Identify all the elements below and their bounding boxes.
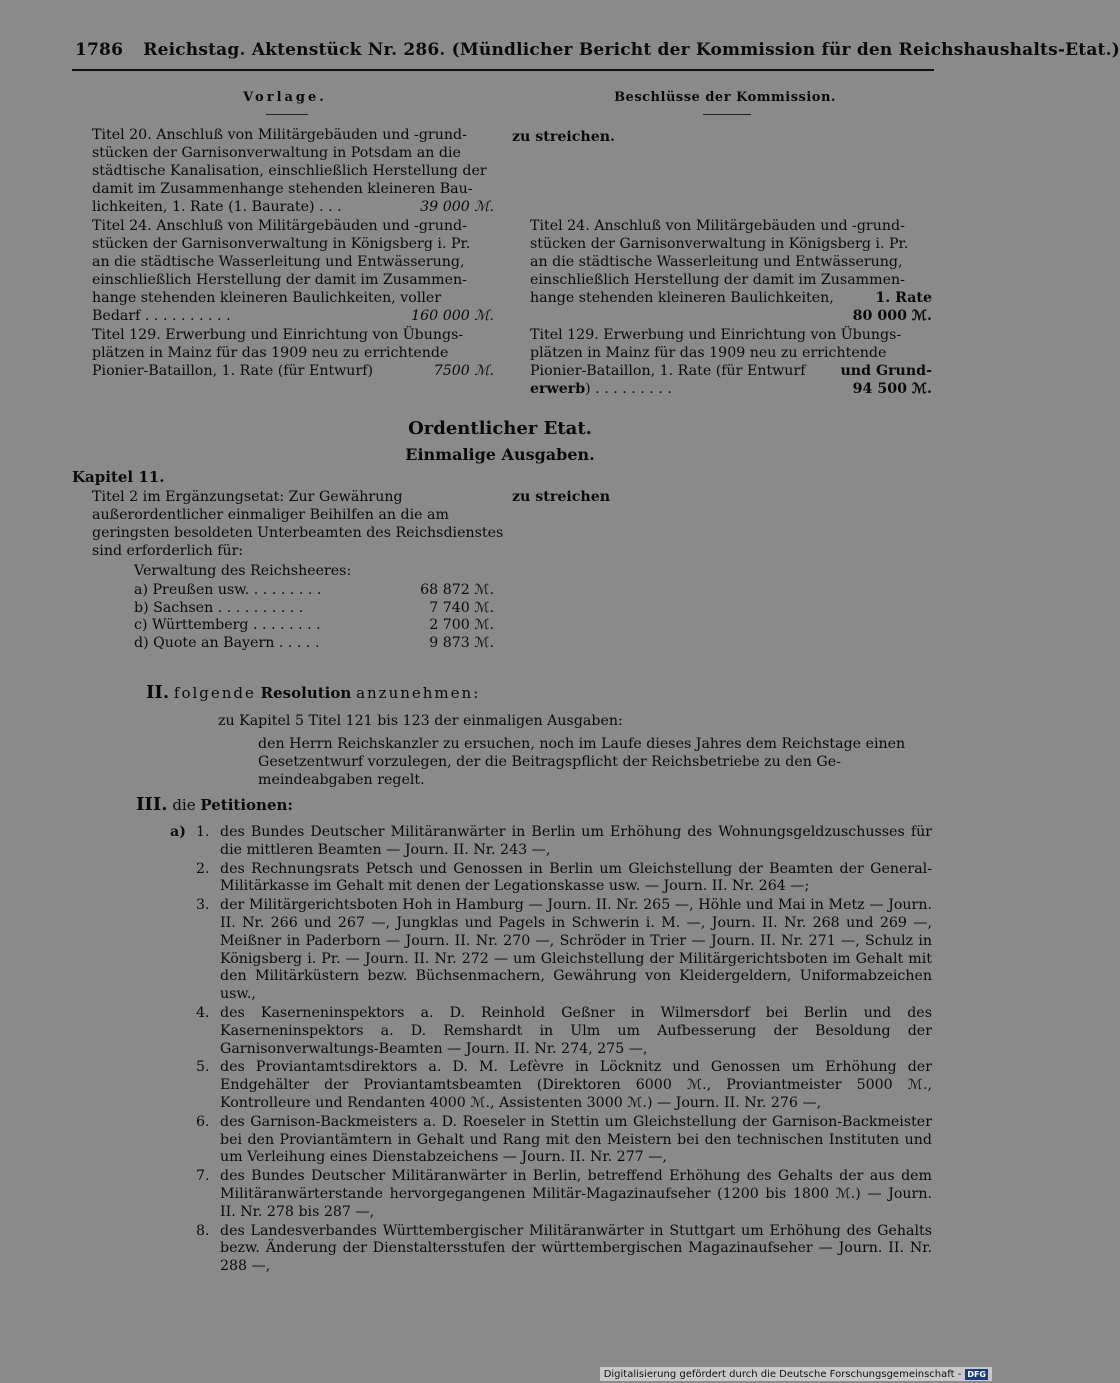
text-line: [530, 380, 932, 398]
list-item: [170, 1168, 932, 1221]
row-value: 68 872 ℳ.: [420, 582, 494, 598]
amount: 80 000 ℳ.: [852, 308, 932, 324]
heading-bold: Resolution: [260, 684, 352, 702]
item-text: des Proviantamtsdirektors a. D. M. Lefèvre in Löcknitz und Genossen um Erhöhung der Endgehälter der Proviantamtsbeamten (Direktoren 6000 ℳ., Proviantmeister 5000 ℳ., Kontrolleure und Rendanten 4000 ℳ., Assistenten 3000 ℳ.) — Journ. II. Nr. 276 —,: [220, 1059, 932, 1111]
text-line: Titel 24. Anschluß von Militärgebäuden und -grund-: [530, 218, 905, 234]
table-row: [134, 635, 494, 653]
page-title: Reichstag. Aktenstück Nr. 286. (Mündlicher Bericht der Kommission für den Reichshaushalts-Etat.): [143, 40, 1120, 60]
amount: 94 500 ℳ.: [852, 381, 932, 397]
text-line: sind erforderlich für:: [92, 543, 244, 559]
line-text: hange stehenden kleineren Baulichkeiten,: [530, 290, 834, 306]
list-item: [170, 1114, 932, 1167]
last-line-text: lichkeiten, 1. Rate (1. Baurate) . . .: [92, 199, 342, 215]
text-line: [92, 362, 494, 380]
kapitel-label: Kapitel 11.: [72, 468, 165, 486]
item-text: des Garnison-Backmeisters a. D. Roeseler in Stettin um Gleichstellung der Garnison-Backmeister bei den Proviantämtern in Gehalt und Rang mit den Meistern bei den technischen Instituten und um Verleihung eines Dienstabzeichens — Journ. II. Nr. 277 —,: [220, 1113, 932, 1166]
text-line: stücken der Garnisonverwaltung in Königsberg i. Pr.: [92, 236, 471, 252]
text-line: damit im Zusammenhange stehenden kleineren Bau-: [92, 181, 473, 197]
table-row: [134, 617, 494, 635]
group-label: a): [170, 824, 186, 840]
text-line: städtische Kanalisation, einschließlich Herstellung der: [92, 163, 487, 179]
text-line: Titel 129. Erwerbung und Einrichtung von Übungs-: [530, 327, 902, 343]
last-line-text: Pionier-Bataillon, 1. Rate (für Entwurf): [92, 363, 374, 379]
text-line: einschließlich Herstellung der damit im Zusammen-: [92, 272, 467, 288]
text-line: [530, 289, 932, 307]
table-row: [134, 600, 494, 618]
text-line: den Herrn Reichskanzler zu ersuchen, noch im Laufe dieses Jahres dem Reichstage einen: [258, 736, 906, 752]
bold-text: erwerb: [530, 381, 586, 397]
right-item-titel-20-decision: zu streichen.: [512, 129, 615, 145]
section-title: Ordentlicher Etat.: [408, 418, 592, 439]
right-item-titel-24: [530, 217, 932, 325]
text-line: hange stehenden kleineren Baulichkeiten, voller: [92, 290, 442, 306]
section-ii-heading: [146, 684, 846, 702]
item-text: des Bundes Deutscher Militäranwärter in Berlin, betreffend Erhöhung des Gehalts der aus dem Militäranwärterstande hervorgegangenen Militär-Magazinaufseher (1200 bis 1800 ℳ.) — Journ. II. Nr. 278 bis 287 —,: [220, 1168, 932, 1220]
heading-bold: Petitionen:: [200, 796, 293, 814]
header-rule: [72, 69, 934, 71]
text-line: Titel 20. Anschluß von Militärgebäuden und -grund-: [92, 127, 467, 143]
text-line: einschließlich Herstellung der damit im Zusammen-: [530, 272, 905, 288]
item-number: 5.: [196, 1059, 210, 1076]
petitions-list: [170, 824, 932, 1277]
right-column-heading: Beschlüsse der Kommission.: [614, 90, 836, 105]
last-line-text: Bedarf . . . . . . . . . .: [92, 308, 231, 324]
text-line: an die städtische Wasserleitung und Entwässerung,: [92, 254, 465, 270]
bold-rate: 1. Rate: [875, 290, 932, 306]
kapitel-subhead: Verwaltung des Reichsheeres:: [134, 563, 352, 579]
page-header: [75, 40, 1120, 60]
page-number: 1786: [75, 40, 124, 60]
list-item: [170, 897, 932, 1004]
list-item: [170, 824, 932, 860]
kapitel-decision: zu streichen: [512, 489, 611, 505]
list-item: [170, 1223, 932, 1276]
credit-text: Digitalisierung gefördert durch die Deutsche Forschungsgemeinschaft -: [603, 1368, 962, 1380]
dfg-logo: DFG: [967, 1369, 986, 1379]
text-line: [92, 198, 494, 216]
heading-post: anzunehmen:: [356, 684, 481, 702]
item-number: 1.: [196, 824, 210, 840]
list-item: [170, 861, 932, 897]
heading-pre: die: [172, 796, 196, 814]
row-label: d) Quote an Bayern . . . . .: [134, 634, 320, 651]
item-number: 2.: [196, 860, 210, 877]
left-item-titel-129: [92, 326, 494, 380]
text-line: meindeabgaben regelt.: [258, 772, 425, 788]
text-line: [530, 362, 932, 380]
left-column-heading: Vorlage.: [243, 90, 327, 105]
row-value: 9 873 ℳ.: [429, 634, 494, 651]
text-line: plätzen in Mainz für das 1909 neu zu errichtende: [530, 345, 887, 361]
text-line: geringsten besoldeten Unterbeamten des Reichsdienstes: [92, 525, 504, 541]
text-line: [92, 307, 494, 325]
roman-numeral: III.: [136, 794, 168, 815]
text-line: Titel 2 im Ergänzungsetat: Zur Gewährung: [92, 489, 403, 505]
item-number: 3.: [196, 897, 210, 914]
text-line: außerordentlicher einmaliger Beihilfen an die am: [92, 507, 449, 523]
text-line: Titel 129. Erwerbung und Einrichtung von Übungs-: [92, 327, 464, 343]
line-text: Pionier-Bataillon, 1. Rate (für Entwurf: [530, 363, 806, 379]
list-item: [170, 1005, 932, 1058]
row-value: 7 740 ℳ.: [429, 599, 494, 616]
roman-numeral: II.: [146, 682, 170, 703]
text-line: stücken der Garnisonverwaltung in Königsberg i. Pr.: [530, 236, 909, 252]
text-line: stücken der Garnisonverwaltung in Potsdam an die: [92, 145, 461, 161]
amount: 160 000 ℳ.: [411, 308, 494, 324]
left-item-titel-24: [92, 217, 494, 325]
digitization-credit: [600, 1367, 992, 1381]
item-text: des Kaserneninspektors a. D. Reinhold Geßner in Wilmersdorf bei Berlin und des Kaserneninspektors a. D. Remshardt in Ulm um Aufbesserung der Besoldung der Garnisonverwaltungs-Beamten — Journ. II. Nr. 274, 275 —,: [220, 1004, 932, 1057]
kapitel-table: [134, 582, 494, 652]
item-text: der Militärgerichtsboten Hoh in Hamburg — Journ. II. Nr. 265 —, Höhle und Mai in Metz — Journ. II. Nr. 266 und 267 —, Jungklas und Pagels in Schwerin i. M. —, Journ. II. Nr. 268 und 269 —, Meißner in Paderborn — Journ. II. Nr. 270 —, Schröder in Trier — Journ. II. Nr. 271 —, Schulz in Königsberg i. Pr. — Journ. II. Nr. 272 — um Gleichstellung der Militärgerichtsboten im Gehalt mit den Militärküstern bezw. Büchsenmachern, Gewährung von Kleidergeldern, Uniformabzeichen usw.,: [220, 897, 932, 1003]
heading-pre: folgende: [173, 684, 256, 702]
section-ii-resolution: [258, 735, 932, 789]
item-number: 4.: [196, 1004, 210, 1021]
row-value: 2 700 ℳ.: [429, 617, 494, 634]
kapitel-description: [92, 488, 504, 560]
text-line: plätzen in Mainz für das 1909 neu zu errichtende: [92, 345, 449, 361]
item-text: des Landesverbandes Württembergischer Militäranwärter in Stuttgart um Erhöhung des Gehalts bezw. Änderung der Dienstaltersstufen der württembergischen Magazinaufseher — Journ. II. Nr. 288 —,: [220, 1222, 932, 1275]
list-item: [170, 1059, 932, 1112]
item-number: 6.: [196, 1113, 210, 1130]
bold-text: und Grund-: [840, 363, 932, 379]
row-label: b) Sachsen . . . . . . . . . .: [134, 599, 304, 616]
section-subtitle: Einmalige Ausgaben.: [405, 445, 595, 464]
text-line: Titel 24. Anschluß von Militärgebäuden und -grund-: [92, 218, 467, 234]
left-item-titel-20: [92, 126, 494, 216]
item-number: 8.: [196, 1222, 210, 1239]
right-heading-rule: [703, 114, 751, 115]
item-text: des Rechnungsrats Petsch und Genossen in Berlin um Gleichstellung der Beamten der General-Militärkasse im Gehalt mit denen der Legationskasse usw. — Journ. II. Nr. 264 —;: [220, 860, 932, 895]
item-text: des Bundes Deutscher Militäranwärter in Berlin um Erhöhung des Wohnungsgeldzuschusses für die mittleren Beamten — Journ. II. Nr. 243 —,: [220, 824, 932, 858]
section-ii-reference: zu Kapitel 5 Titel 121 bis 123 der einmaligen Ausgaben:: [218, 713, 623, 729]
amount: 7500 ℳ.: [433, 363, 494, 379]
row-label: a) Preußen usw. . . . . . . . .: [134, 582, 322, 598]
text-line: Gesetzentwurf vorzulegen, der die Beitragspflicht der Reichsbetriebe zu den Ge-: [258, 754, 841, 770]
text-line: an die städtische Wasserleitung und Entwässerung,: [530, 254, 903, 270]
item-number: 7.: [196, 1168, 210, 1185]
left-heading-rule: [266, 114, 308, 115]
right-item-titel-129: [530, 326, 932, 398]
row-label: c) Württemberg . . . . . . . .: [134, 617, 321, 634]
section-iii-heading: [136, 796, 836, 814]
amount: 39 000 ℳ.: [420, 199, 494, 215]
line-text: ) . . . . . . . . .: [585, 381, 672, 397]
table-row: [134, 582, 494, 600]
